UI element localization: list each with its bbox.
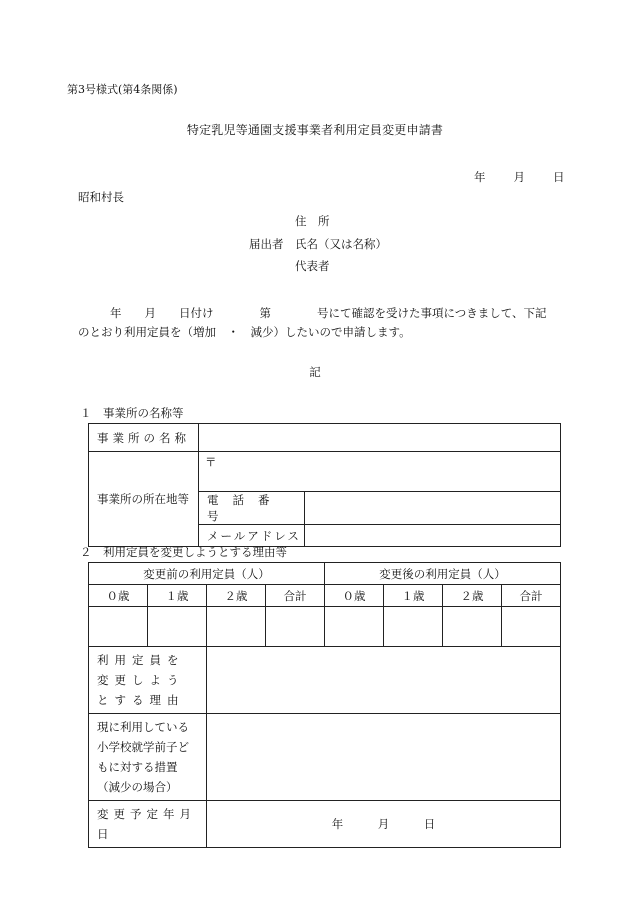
form-number: 第3号様式(第4条関係) [67, 83, 178, 96]
before-total-header: 合計 [266, 585, 325, 607]
scheduled-date-label: 変更予定年月日 [89, 801, 207, 848]
before-total-field[interactable] [266, 607, 325, 647]
facility-info-table [88, 423, 561, 547]
after-capacity-header: 変更後の利用定員（人） [325, 563, 561, 585]
reason-label: 利用定員を変更しようとする理由 [89, 647, 207, 714]
capacity-change-table [88, 562, 561, 848]
applicant-representative-label: 代表者 [295, 259, 330, 273]
before-age-1-header: １歳 [148, 585, 207, 607]
email-field[interactable] [305, 525, 561, 547]
body-text-line-1: 年 月 日付け 第 号にて確認を受けた事項につきまして、下記 [110, 306, 547, 320]
before-capacity-header: 変更前の利用定員（人） [89, 563, 325, 585]
scheduled-date-field[interactable]: 年 月 日 [207, 801, 561, 848]
date-month-label: 月 [513, 170, 525, 184]
after-total-field[interactable] [502, 607, 561, 647]
ki-heading: 記 [309, 365, 321, 379]
date-day-label: 日 [553, 170, 565, 184]
before-age-0-header: ０歳 [89, 585, 148, 607]
after-age-2-field[interactable] [443, 607, 502, 647]
document-title: 特定乳児等通園支援事業者利用定員変更申請書 [186, 123, 444, 137]
before-age-0-field[interactable] [89, 607, 148, 647]
applicant-name-label: 届出者 氏名（又は名称） [249, 237, 387, 251]
measures-field[interactable] [207, 714, 561, 801]
application-date [474, 169, 565, 185]
email-label: メールアドレス [199, 525, 305, 547]
facility-name-field[interactable] [199, 424, 561, 452]
before-age-2-header: ２歳 [207, 585, 266, 607]
postal-mark: 〒 [205, 455, 217, 469]
section-2-heading: ２ 利用定員を変更しようとする理由等 [80, 545, 287, 559]
reason-field[interactable] [207, 647, 561, 714]
postal-address-field[interactable] [199, 452, 561, 492]
after-age-0-header: ０歳 [325, 585, 384, 607]
facility-name-label: 事業所の名称 [89, 424, 199, 452]
body-text-line-2: のとおり利用定員を（増加 ・ 減少）したいので申請します。 [78, 325, 411, 339]
phone-field[interactable] [305, 492, 561, 525]
addressee: 昭和村長 [78, 190, 124, 204]
before-age-2-field[interactable] [207, 607, 266, 647]
after-age-1-header: １歳 [384, 585, 443, 607]
date-year-label: 年 [474, 170, 486, 184]
section-1-heading: １ 事業所の名称等 [80, 406, 184, 420]
phone-label: 電話番号 [199, 492, 305, 525]
facility-location-label: 事業所の所在地等 [89, 452, 199, 547]
applicant-address-label: 住 所 [295, 214, 330, 228]
after-age-0-field[interactable] [325, 607, 384, 647]
after-age-2-header: ２歳 [443, 585, 502, 607]
measures-label: 現に利用している小学校就学前子どもに対する措置（減少の場合） [89, 714, 207, 801]
before-age-1-field[interactable] [148, 607, 207, 647]
after-total-header: 合計 [502, 585, 561, 607]
after-age-1-field[interactable] [384, 607, 443, 647]
